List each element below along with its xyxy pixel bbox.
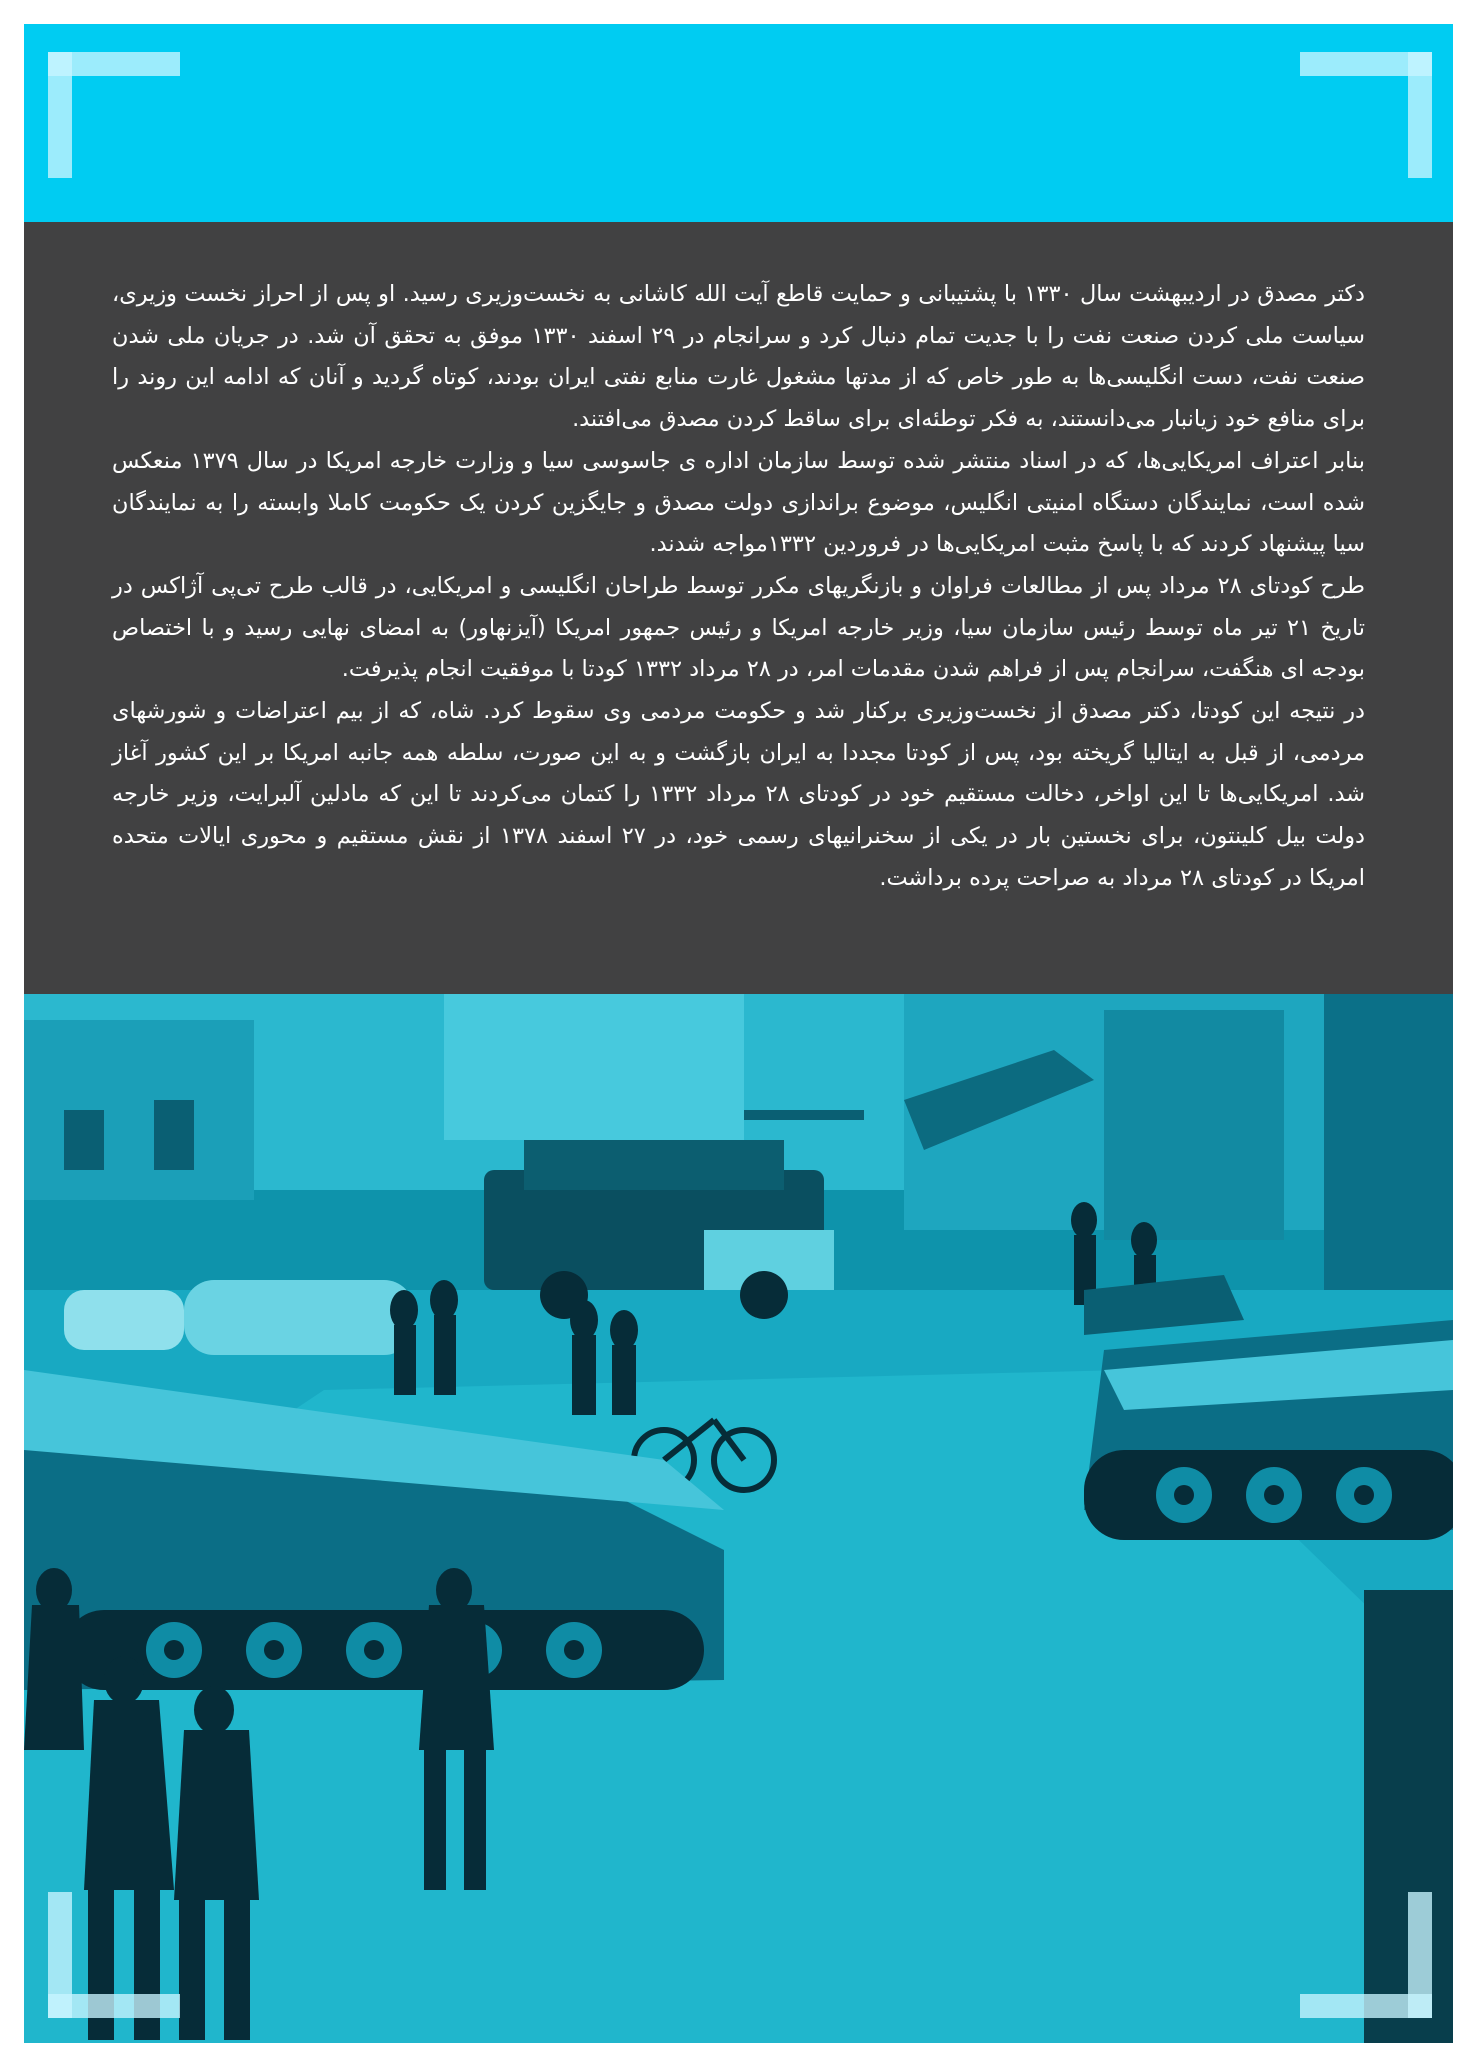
paragraph-mossadegh-rise: دکتر مصدق در اردیبهشت سال ۱۳۳۰ با پشتیبانی و حمایت قاطع آیت الله کاشانی به نخست‌وزیری رسید. او پس از احراز نخست وزیری، سیاست ملی کردن صنعت نفت را با جدیت تمام دنبال کرد و سرانجام در ۲۹ اسفند ۱۳۳۰ موفق به تحقق آن شد. در جریان ملی شدن صنعت نفت، دست انگلیسی‌ها به طور خاص که از مدتها مشغول غارت منابع نفتی ایران بودند، کوتاه گردید و آنان که ادامه این روند را برای منافع خود زیانبار می‌دانستند، به فکر توطئه‌ای برای ساقط کردن مصدق می‌افتند. xyxy=(112,281,1365,433)
coup-tanks-photo xyxy=(24,990,1453,2043)
corner-mark-bottom-left xyxy=(48,1892,180,2018)
corner-mark-bottom-right xyxy=(1300,1892,1432,2018)
paragraph-coup-result: در نتیجه این کودتا، دکتر مصدق از نخست‌وزیری برکنار شد و حکومت مردمی وی سقوط کرد. شاه، که از بیم اعتراضات و شورشهای مردمی، از قبل به ایتالیا گریخته بود، پس از کودتا مجددا به ایران بازگشت و به این صورت، سلطه همه جانبه امریکا بر این کشور آغاز شد. امریکایی‌ها تا این اواخر، دخالت مستقیم خود در کودتای ۲۸ مرداد ۱۳۳۲ را کتمان می‌کردند تا این که مادلین آلبرایت، وزیر خارجه دولت بیل کلینتون، برای نخستین بار در یکی از سخنرانیهای رسمی خود، در ۲۷ اسفند ۱۳۷۸ از نقش مستقیم و محوری ایالات متحده امریکا در کودتای ۲۸ مرداد به صراحت پرده برداشت. xyxy=(112,698,1366,891)
paragraph-coup-plan: طرح کودتای ۲۸ مرداد پس از مطالعات فراوان و بازنگریهای مکرر توسط طراحان انگلیسی و امریکایی، در قالب طرح تی‌پی آژاکس در تاریخ ۲۱ تیر ماه توسط رئیس سازمان سیا، وزیر خارجه امریکا و رئیس جمهور امریکا (آیزنهاور) به امضای نهایی رسید و با اختصاص بودجه ای هنگفت، سرانجام پس از فراهم شدن مقدمات امر، در ۲۸ مرداد ۱۳۳۲ کودتا با موفقیت انجام پذیرفت. xyxy=(112,572,1366,683)
paragraph-american-confession: بنابر اعتراف امریکایی‌ها، که در اسناد منتشر شده توسط سازمان اداره ی جاسوسی سیا و وزارت خارجه امریکا در سال ۱۳۷۹ منعکس شده است، نمایندگان دستگاه امنیتی انگلیس، موضوع براندازی دولت مصدق و جایگزین کردن یک حکومت کاملا وابسته را به نمایندگان سیا پیشنهاد کردند که با پاسخ مثبت امریکایی‌ها در فروردین ۱۳۳۲مواجه شدند. xyxy=(112,447,1365,558)
corner-mark-top-left xyxy=(48,52,180,178)
corner-mark-top-right xyxy=(1300,52,1432,178)
top-color-band xyxy=(24,24,1453,224)
tanks-street-illustration xyxy=(24,990,1453,2043)
text-panel xyxy=(24,222,1453,994)
